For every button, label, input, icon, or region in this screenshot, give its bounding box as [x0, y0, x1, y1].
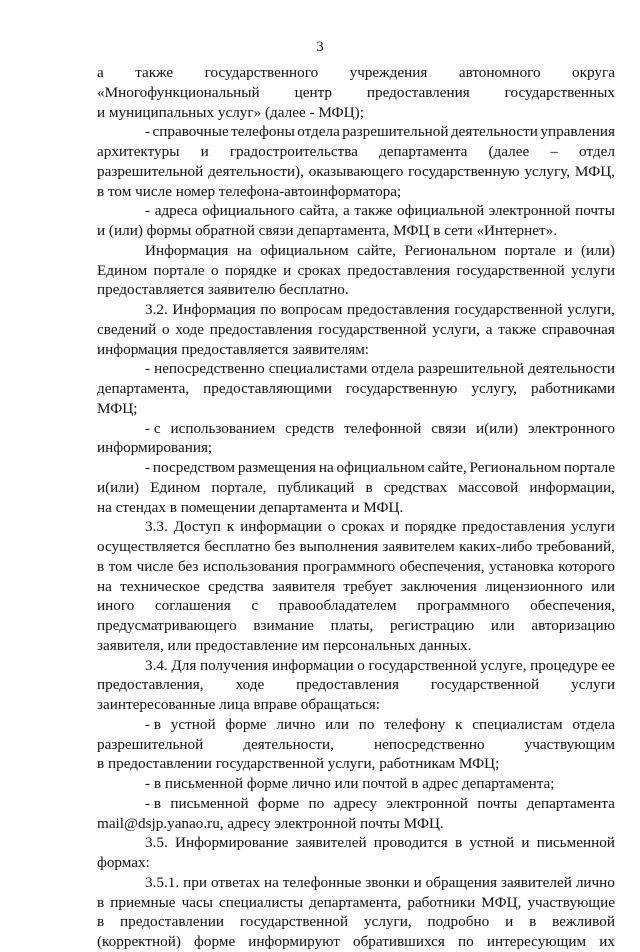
- word: государственной: [430, 676, 540, 694]
- word: (далее: [488, 143, 530, 160]
- word: порядке: [224, 261, 277, 279]
- word: обращения: [425, 873, 498, 891]
- word: использования: [202, 557, 299, 575]
- word: и(или): [475, 419, 519, 437]
- word: государственную: [408, 162, 520, 180]
- word: к: [455, 715, 463, 733]
- word: форме: [258, 794, 300, 812]
- word: управления: [540, 123, 615, 141]
- word: приемные: [110, 893, 176, 911]
- word: а: [485, 320, 493, 338]
- text-line: [97, 912, 615, 932]
- body-text: [97, 63, 615, 952]
- word: требований,: [536, 538, 615, 555]
- word: 3.2.: [145, 301, 168, 318]
- word: учреждения: [349, 64, 428, 81]
- word: адреса: [154, 202, 198, 220]
- word: программного: [302, 557, 396, 575]
- word: иного: [97, 597, 135, 615]
- word: на: [236, 241, 252, 259]
- text-line: и (или) формы обратной связи департамента, МФЦ в сети «Интернет».: [97, 222, 557, 239]
- word: требует: [343, 577, 393, 595]
- word: сроках: [341, 518, 385, 536]
- word: официального: [202, 202, 295, 220]
- word: предоставления,: [97, 676, 204, 694]
- word: средствах: [383, 478, 448, 496]
- word: часы: [181, 893, 213, 911]
- text-line: [97, 83, 615, 103]
- word: о: [327, 518, 336, 536]
- word: которого: [558, 557, 615, 575]
- text-line: [97, 715, 615, 735]
- word: портале,: [211, 478, 267, 496]
- word: в: [529, 913, 537, 931]
- word: звонки: [365, 873, 410, 891]
- word: государственной: [368, 656, 477, 674]
- text-line: [97, 300, 615, 320]
- word: или: [490, 617, 515, 634]
- word: государственной: [239, 913, 349, 931]
- word: процедуре: [530, 656, 598, 674]
- word: телефонные: [282, 873, 362, 891]
- word: 3.4.: [145, 656, 168, 674]
- word: и: [564, 241, 573, 259]
- word: каких-либо: [459, 538, 533, 555]
- word: специалистами: [268, 360, 368, 378]
- text-line: [97, 794, 615, 814]
- word: архитектуры: [97, 143, 180, 160]
- text-line: предоставляется заявителю бесплатно.: [97, 281, 349, 299]
- word: электронной: [488, 202, 571, 220]
- word: средств: [285, 419, 335, 437]
- word: обратившихся: [352, 933, 445, 950]
- word: ответах: [210, 873, 260, 891]
- word: электронной: [386, 794, 469, 812]
- word: ходе: [235, 676, 265, 694]
- word: информации: [271, 656, 354, 674]
- word: предоставления: [296, 676, 399, 694]
- word: взимание: [253, 617, 314, 634]
- word: почты: [575, 202, 615, 220]
- word: справочные: [152, 123, 229, 141]
- text-line: [97, 162, 615, 182]
- word: услуги,: [567, 301, 615, 318]
- word: департамента,: [309, 893, 402, 911]
- word: в: [365, 478, 373, 496]
- word: вежливой: [552, 913, 615, 931]
- word: деятельности: [528, 360, 615, 378]
- word: массовой: [458, 478, 519, 496]
- page-number: 3: [316, 39, 324, 55]
- word: сведений: [97, 320, 157, 338]
- word: осуществляется: [97, 538, 201, 555]
- word: официальном: [260, 241, 349, 259]
- word: - в: [145, 715, 162, 733]
- word: в: [97, 893, 105, 911]
- word: специалистам: [472, 715, 563, 733]
- word: по: [457, 933, 474, 950]
- word: центр: [294, 83, 332, 101]
- word: при: [183, 873, 207, 891]
- word: работники: [407, 893, 476, 911]
- word: числе: [136, 557, 174, 575]
- word: лично: [276, 715, 316, 733]
- word: услуги: [571, 518, 615, 536]
- word: о: [211, 261, 219, 279]
- word: электронного: [527, 419, 615, 437]
- text-line: заинтересованные лица вправе обращаться:: [97, 696, 380, 713]
- word: градостроительства: [229, 143, 358, 160]
- word: заявителей: [295, 834, 367, 852]
- word: (или): [581, 241, 615, 259]
- text-line: [97, 379, 615, 399]
- word: отдела: [297, 123, 340, 141]
- word: выполнения: [299, 538, 379, 555]
- text-line: информация предоставляется заявителям:: [97, 340, 370, 358]
- text-line: [97, 63, 615, 83]
- word: информации,: [529, 478, 615, 496]
- text-line: [97, 359, 615, 379]
- word: предоставляющими: [203, 380, 332, 397]
- word: соглашения: [154, 597, 231, 615]
- word: порядке: [404, 518, 457, 536]
- word: государственных: [504, 83, 615, 101]
- word: заявителей: [500, 873, 572, 891]
- word: на: [318, 459, 334, 476]
- word: отдела: [371, 360, 414, 378]
- word: (корректной): [97, 933, 181, 950]
- word: работниками: [531, 380, 615, 397]
- word: в: [454, 834, 463, 852]
- word: форме: [194, 933, 236, 950]
- word: средства: [208, 577, 264, 595]
- word: департамента: [526, 794, 615, 812]
- text-line: [97, 557, 615, 577]
- word: непосредственно: [373, 735, 485, 753]
- word: - с: [145, 419, 161, 437]
- word: по: [260, 301, 277, 318]
- word: также: [135, 64, 174, 81]
- word: Региональном: [469, 459, 561, 476]
- word: государственную: [345, 380, 458, 397]
- word: заключения: [400, 577, 477, 595]
- word: или: [591, 577, 615, 595]
- word: посредством: [152, 459, 235, 476]
- word: отдел: [579, 143, 615, 160]
- word: Информирование: [174, 834, 289, 852]
- word: телефону: [384, 715, 446, 733]
- word: Едином: [150, 478, 201, 496]
- word: департамента,: [97, 380, 190, 397]
- text-line: и муниципальных услуг» (далее - МФЦ);: [97, 103, 364, 121]
- text-line: [97, 537, 615, 557]
- word: информируют: [248, 933, 340, 950]
- word: услуги,: [364, 913, 412, 931]
- word: без: [177, 557, 199, 575]
- word: оказывающего: [308, 162, 404, 180]
- text-line: в том числе номер телефона-автоинформатора;: [97, 182, 402, 200]
- word: телефоны: [231, 123, 295, 141]
- word: -: [145, 123, 151, 141]
- word: - в: [145, 794, 162, 812]
- text-line: [97, 735, 615, 755]
- word: программного: [417, 597, 510, 615]
- word: -: [145, 360, 151, 378]
- word: также: [498, 320, 537, 338]
- word: телефонной: [344, 419, 422, 437]
- word: авторизацию: [531, 617, 615, 634]
- text-line: [97, 656, 615, 676]
- word: а: [97, 64, 104, 81]
- word: и: [200, 143, 209, 160]
- word: предоставления: [347, 261, 451, 279]
- word: участвующим: [524, 735, 615, 753]
- word: а: [343, 202, 350, 220]
- word: услуги,: [432, 320, 480, 338]
- text-line: [97, 261, 615, 281]
- word: Региональном: [404, 241, 497, 259]
- word: платы,: [330, 617, 374, 634]
- word: или: [325, 715, 349, 733]
- word: обеспечения,: [399, 557, 485, 575]
- word: ходе: [175, 320, 204, 338]
- word: форме: [225, 715, 267, 733]
- word: -: [145, 202, 151, 220]
- word: официальном: [336, 459, 425, 476]
- word: лицензионного: [485, 577, 583, 595]
- word: услуге,: [480, 656, 527, 674]
- word: округа: [572, 64, 615, 81]
- text-line: формах:: [97, 854, 150, 871]
- word: МФЦ,: [481, 893, 522, 911]
- word: официальной: [397, 202, 485, 220]
- word: письменной: [170, 794, 249, 812]
- text-line: [97, 320, 615, 340]
- word: –: [550, 143, 558, 160]
- word: лично: [575, 873, 615, 891]
- word: портале: [563, 459, 615, 476]
- word: о: [161, 320, 170, 338]
- word: 3.5.1.: [145, 873, 180, 891]
- text-line: - в письменной форме лично или почтой в адрес департамента;: [145, 775, 555, 792]
- text-line: в предоставлении государственной услуги, работникам МФЦ;: [97, 755, 500, 773]
- word: справочная: [541, 320, 615, 338]
- word: непосредственно: [154, 360, 265, 378]
- word: использованием: [170, 419, 276, 437]
- word: в: [97, 557, 105, 575]
- word: устной: [170, 715, 216, 733]
- word: государственной: [318, 320, 427, 338]
- word: на: [97, 577, 112, 595]
- word: услугу,: [471, 380, 517, 397]
- word: Для: [171, 656, 197, 674]
- text-line: [97, 122, 615, 142]
- word: почты: [477, 794, 518, 812]
- text-line: [97, 142, 615, 162]
- word: услуги: [571, 676, 615, 694]
- word: адресу: [333, 794, 377, 812]
- text-line: заявителя, или предоставление им персональных данных.: [97, 636, 472, 654]
- text-line: [97, 577, 615, 597]
- text-line: [97, 932, 615, 952]
- word: без: [274, 538, 296, 555]
- word: Информация: [145, 241, 229, 259]
- word: сайта,: [299, 202, 339, 220]
- word: и: [283, 261, 292, 279]
- word: услугу,: [524, 162, 571, 180]
- text-line: [97, 675, 615, 695]
- word: публикаций: [277, 478, 355, 496]
- word: предусматривающего: [97, 617, 237, 634]
- word: сайте,: [427, 459, 467, 476]
- word: услуги: [571, 261, 615, 279]
- word: -: [145, 459, 151, 476]
- word: подробно: [427, 913, 490, 931]
- word: 3.5.: [145, 834, 168, 852]
- word: МФЦ,: [574, 162, 615, 180]
- word: разрешительной: [97, 735, 204, 753]
- word: автономного: [458, 64, 541, 81]
- text-line: [97, 478, 615, 498]
- word: деятельности: [450, 123, 538, 141]
- word: о: [357, 656, 365, 674]
- text-line: [97, 458, 615, 478]
- text-line: [97, 201, 615, 221]
- word: с: [251, 597, 259, 615]
- word: том: [108, 557, 133, 575]
- word: и: [505, 913, 514, 931]
- word: разрешительной: [417, 360, 525, 378]
- word: сроках: [297, 261, 341, 279]
- word: специалисты: [219, 893, 304, 911]
- word: государственной: [454, 301, 563, 318]
- word: и: [413, 873, 422, 891]
- word: по: [308, 794, 325, 812]
- word: 3.3.: [145, 518, 168, 536]
- word: вопросам: [280, 301, 343, 318]
- word: предоставлении: [120, 913, 224, 931]
- text-line: [97, 241, 615, 261]
- text-line: [97, 419, 615, 439]
- text-line: [97, 616, 615, 636]
- word: информации: [240, 518, 322, 536]
- word: предоставления: [366, 83, 470, 101]
- word: правообладателем: [278, 597, 397, 615]
- word: государственного: [204, 64, 319, 81]
- text-line: МФЦ;: [97, 399, 138, 417]
- word: регистрацию: [389, 617, 475, 634]
- word: предоставления: [209, 320, 313, 338]
- word: устной: [469, 834, 515, 852]
- text-line: информирования;: [97, 439, 213, 457]
- word: заявителем: [382, 538, 455, 555]
- word: техническое: [120, 577, 200, 595]
- word: связи: [431, 419, 467, 437]
- word: по: [358, 715, 375, 733]
- word: государственной: [456, 261, 565, 279]
- word: деятельности),: [208, 162, 304, 180]
- word: их: [599, 933, 615, 950]
- word: разрешительной: [342, 123, 449, 141]
- word: на: [263, 873, 279, 891]
- word: сайте,: [357, 241, 397, 259]
- word: Едином: [97, 261, 148, 279]
- word: департамента: [379, 143, 468, 160]
- word: бесплатно: [204, 538, 271, 555]
- word: также: [354, 202, 393, 220]
- word: деятельности,: [243, 735, 334, 753]
- text-line: [97, 517, 615, 537]
- word: заявителя: [272, 577, 336, 595]
- word: «Многофункциональный: [97, 83, 260, 101]
- text-line: mail@dsjp.yanao.ru, адресу электронной почты МФЦ.: [97, 814, 444, 832]
- word: отдела: [572, 715, 615, 733]
- word: обеспечения,: [530, 597, 615, 615]
- word: в: [97, 913, 105, 931]
- word: ее: [601, 656, 615, 674]
- word: и: [521, 834, 530, 852]
- word: получения: [200, 656, 269, 674]
- word: предоставления: [462, 518, 566, 536]
- word: к: [226, 518, 235, 536]
- text-line: [97, 596, 615, 616]
- word: размещения: [237, 459, 316, 476]
- text-line: [97, 873, 615, 893]
- text-line: [97, 893, 615, 913]
- word: установка: [489, 557, 554, 575]
- text-line: на стендах в помещении департамента и МФЦ.: [97, 498, 404, 516]
- word: и: [390, 518, 399, 536]
- word: предоставления: [346, 301, 450, 318]
- word: интересующим: [486, 933, 587, 950]
- word: участвующие: [527, 893, 615, 911]
- word: проводится: [373, 834, 448, 852]
- word: Доступ: [173, 518, 221, 536]
- text-line: [97, 833, 615, 853]
- word: портале: [153, 261, 205, 279]
- word: портале: [504, 241, 556, 259]
- word: и(или): [97, 478, 140, 496]
- word: Информация: [172, 301, 256, 318]
- word: письменной: [536, 834, 615, 852]
- word: разрешительной: [97, 162, 204, 180]
